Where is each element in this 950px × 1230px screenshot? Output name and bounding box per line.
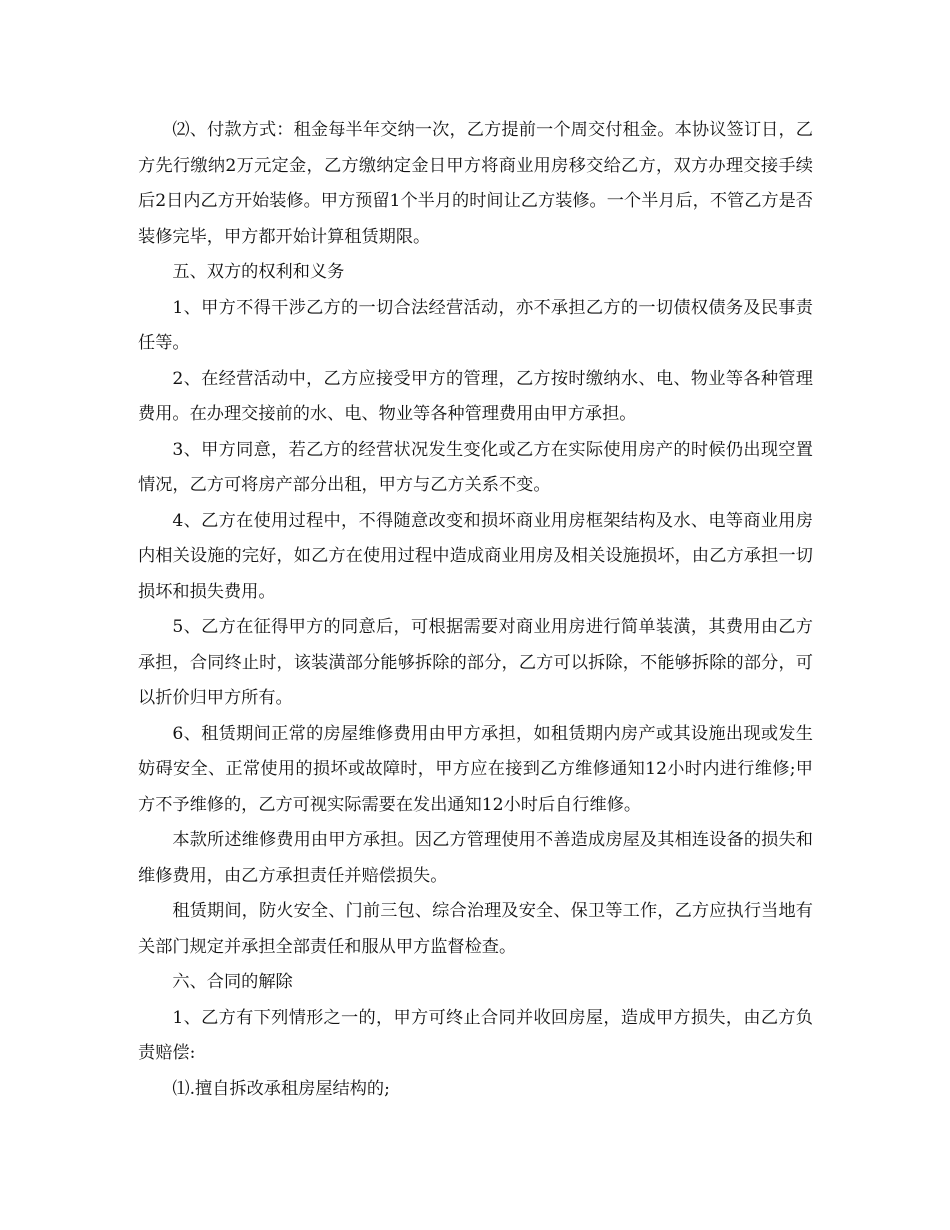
paragraph-clause-5: 5、乙方在征得甲方的同意后，可根据需要对商业用房进行简单装潢，其费用由乙方承担，合同终止时，该装潢部分能够拆除的部分，乙方可以拆除，不能够拆除的部分，可以折价归甲方所有。: [138, 617, 813, 708]
section-heading-rights-obligations: 五、双方的权利和义务: [172, 262, 345, 282]
paragraph-clause-1: 1、甲方不得干涉乙方的一切合法经营活动，亦不承担乙方的一切债权债务及民事责任等。: [138, 297, 813, 353]
paragraph-termination-1: 1、乙方有下列情形之一的，甲方可终止合同并收回房屋，造成甲方损失，由乙方负责赔偿:: [138, 1007, 813, 1063]
paragraph-clause-6: 6、租赁期间正常的房屋维修费用由甲方承担，如租赁期内房产或其设施出现或发生妨碍安全、正常使用的损坏或故障时，甲方应在接到乙方维修通知12小时内进行维修;甲方不予维修的，乙方可视实际需要在发出通知12小时后自行维修。: [138, 723, 813, 815]
paragraph-clause-4: 4、乙方在使用过程中，不得随意改变和损坏商业用房框架结构及水、电等商业用房内相关设施的完好，如乙方在使用过程中造成商业用房及相关设施损坏，由乙方承担一切损坏和损失费用。: [138, 510, 813, 602]
section-heading-termination: 六、合同的解除: [172, 972, 293, 992]
paragraph-payment-method: ⑵、付款方式：租金每半年交纳一次，乙方提前一个周交付租金。本协议签订日，乙方先行缴纳2万元定金，乙方缴纳定金日甲方将商业用房移交给乙方，双方办理交接手续后2日内乙方开始装修。甲方预留1个半月的时间让乙方装修。一个半月后，不管乙方是否装修完毕，甲方都开始计算租赁期限。: [138, 120, 813, 247]
paragraph-repair-costs: 本款所述维修费用由甲方承担。因乙方管理使用不善造成房屋及其相连设备的损失和维修费用，由乙方承担责任并赔偿损失。: [138, 830, 813, 886]
paragraph-clause-3: 3、甲方同意，若乙方的经营状况发生变化或乙方在实际使用房产的时候仍出现空置情况，乙方可将房产部分出租，甲方与乙方关系不变。: [138, 439, 813, 495]
paragraph-lease-safety: 租赁期间，防火安全、门前三包、综合治理及安全、保卫等工作，乙方应执行当地有关部门规定并承担全部责任和服从甲方监督检查。: [138, 901, 813, 957]
paragraph-clause-2: 2、在经营活动中，乙方应接受甲方的管理，乙方按时缴纳水、电、物业等各种管理费用。在办理交接前的水、电、物业等各种管理费用由甲方承担。: [138, 368, 813, 424]
paragraph-termination-item-1: ⑴.擅自拆改承租房屋结构的;: [172, 1078, 390, 1099]
document-body: [138, 113, 813, 1107]
